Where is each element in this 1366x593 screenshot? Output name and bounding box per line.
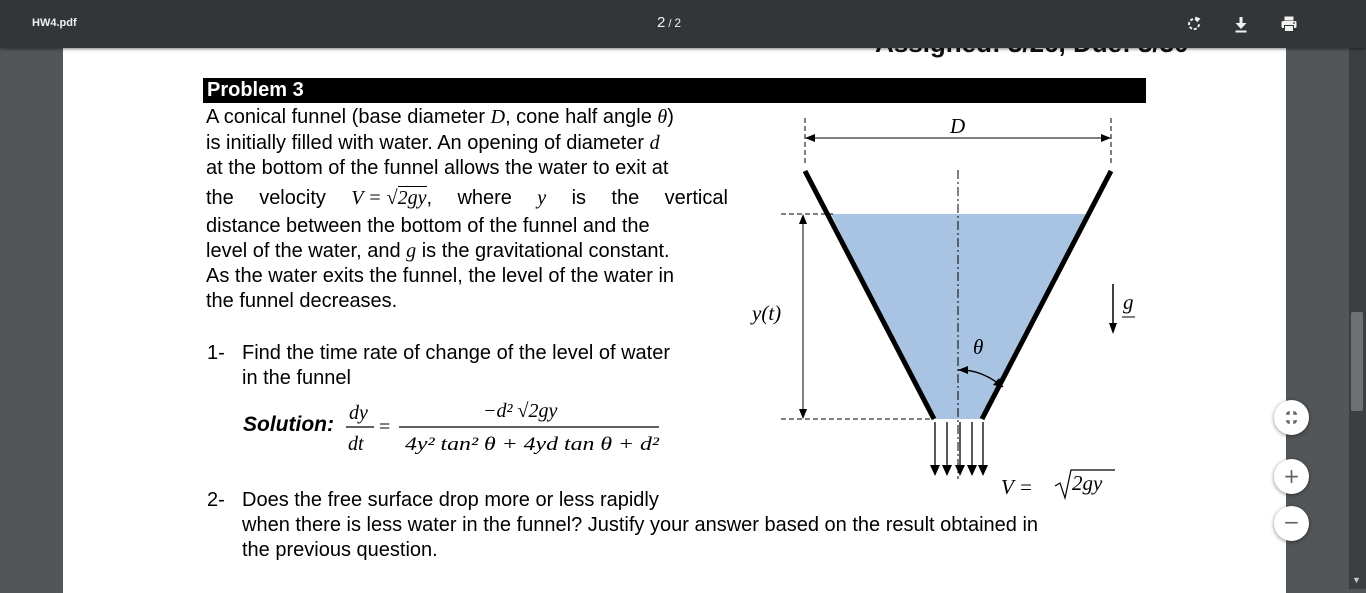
label-g: g xyxy=(1123,290,1134,314)
problem-title-bar xyxy=(203,78,1146,103)
print-button[interactable] xyxy=(1277,12,1301,36)
download-button[interactable] xyxy=(1229,12,1253,36)
rotate-icon xyxy=(1182,12,1206,36)
download-icon xyxy=(1229,12,1253,36)
formula-rhs-denominator: 4y² tan² θ + 4yd tan θ + d² xyxy=(405,434,660,455)
label-theta: θ xyxy=(973,335,984,359)
formula-equals: = xyxy=(379,416,391,438)
q2-line-1: Does the free surface drop more or less rapidly xyxy=(242,489,659,511)
page-indicator xyxy=(657,14,681,32)
label-D: D xyxy=(950,114,966,138)
formula-rhs-numerator: −d² √2gy xyxy=(483,400,558,422)
label-V: V = xyxy=(1001,475,1033,499)
intro-line-3: at the bottom of the funnel allows the water to exit at xyxy=(206,157,669,179)
fit-page-icon xyxy=(1274,400,1309,435)
intro-line-4: the velocity V = √2gy, where y is the vertical xyxy=(206,187,728,209)
formula-lhs-numerator: dy xyxy=(349,402,368,424)
water-body xyxy=(831,214,1087,419)
intro-line-6: level of the water, and g is the gravitational constant. xyxy=(206,240,670,262)
q1-line-1: Find the time rate of change of the level of water xyxy=(242,342,671,364)
scroll-down-arrow-icon[interactable]: ▼ xyxy=(1352,575,1361,585)
funnel-diagram xyxy=(749,114,1159,509)
rotate-button[interactable] xyxy=(1182,12,1206,36)
zoom-in-button[interactable]: + xyxy=(1274,459,1309,494)
q2-line-3: the previous question. xyxy=(242,539,438,561)
solution-formula xyxy=(343,398,663,460)
problem-title: Problem 3 xyxy=(207,79,304,101)
intro-line-8: the funnel decreases. xyxy=(206,290,398,312)
pdf-toolbar xyxy=(0,0,1366,48)
total-pages: 2 xyxy=(674,16,682,30)
label-y: y(t) xyxy=(752,301,782,325)
scrollbar-thumb[interactable] xyxy=(1351,312,1363,411)
q1-line-2: in the funnel xyxy=(242,367,351,389)
print-icon xyxy=(1277,12,1301,36)
zoom-out-button[interactable]: − xyxy=(1274,506,1309,541)
fit-page-button[interactable] xyxy=(1274,400,1309,435)
file-title: HW4.pdf xyxy=(32,17,77,29)
q1-number: 1- xyxy=(207,342,225,364)
current-page-number[interactable]: 2 xyxy=(657,14,666,31)
intro-line-2: is initially filled with water. An opening of diameter d xyxy=(206,132,660,154)
solution-label: Solution: xyxy=(243,413,334,436)
page-separator: / xyxy=(668,18,672,30)
label-V-root: 2gy xyxy=(1072,471,1103,495)
q2-line-2: when there is less water in the funnel? Justify your answer based on the result obtained in xyxy=(242,514,1039,536)
q2-number: 2- xyxy=(207,489,225,511)
intro-line-5: distance between the bottom of the funnel and the xyxy=(206,215,650,237)
formula-lhs-denominator: dt xyxy=(348,433,364,455)
pdf-page xyxy=(63,48,1286,593)
intro-line-1: A conical funnel (base diameter D, cone half angle θ) xyxy=(206,106,674,128)
intro-line-7: As the water exits the funnel, the level of the water in xyxy=(206,265,675,287)
